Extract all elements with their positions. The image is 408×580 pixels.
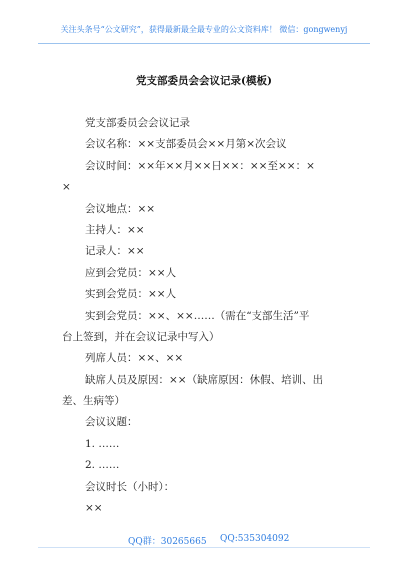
footer-qq: QQ:535304092	[220, 534, 290, 544]
body-line-attendees: 列席人员：××、××	[85, 352, 184, 365]
body-line-recorder: 记录人：××	[85, 245, 145, 258]
body-line-meeting-time: 会议时间：××年××月××日××：××至××：×	[85, 159, 315, 172]
body-line-actual-members-cont: 台上签到，并在会议记录中写入）	[62, 330, 220, 343]
document-title: 党支部委员会会议记录(模板)	[136, 75, 272, 87]
body-line-duration-value: ××	[85, 502, 103, 515]
header-notice: 关注头条号“公文研究”，获得最新最全最专业的公文资料库！ 微信：gongwenyj	[60, 25, 348, 34]
document-body	[62, 113, 358, 519]
footer-divider	[38, 547, 370, 548]
body-line-actual-members: 实到会党员：××、××……（需在“支部生活”平	[85, 309, 310, 322]
body-line-meeting-time-cont: ×	[62, 181, 71, 194]
body-line-heading: 党支部委员会会议记录	[85, 117, 190, 129]
body-line-expected-members: 应到会党员：××人	[85, 266, 177, 279]
header-divider	[38, 43, 370, 44]
body-line-duration: 会议时长（小时）：	[85, 480, 175, 493]
body-line-host: 主持人：××	[85, 223, 145, 236]
body-line-agenda-item-1: 1. ……	[85, 437, 120, 450]
footer-qq-group: QQ群：30265665	[128, 537, 207, 547]
body-line-actual-members-count: 实到会党员：××人	[85, 288, 177, 301]
body-line-absentees-cont: 差、生病等）	[62, 395, 125, 408]
body-line-location: 会议地点：××	[85, 202, 156, 215]
body-line-meeting-name: 会议名称：××支部委员会××月第×次会议	[85, 138, 287, 151]
body-line-absentees: 缺席人员及原因：××（缺席原因：休假、培训、出	[85, 373, 324, 386]
body-line-agenda-item-2: 2. ……	[85, 459, 120, 472]
body-line-agenda: 会议议题：	[85, 416, 138, 429]
